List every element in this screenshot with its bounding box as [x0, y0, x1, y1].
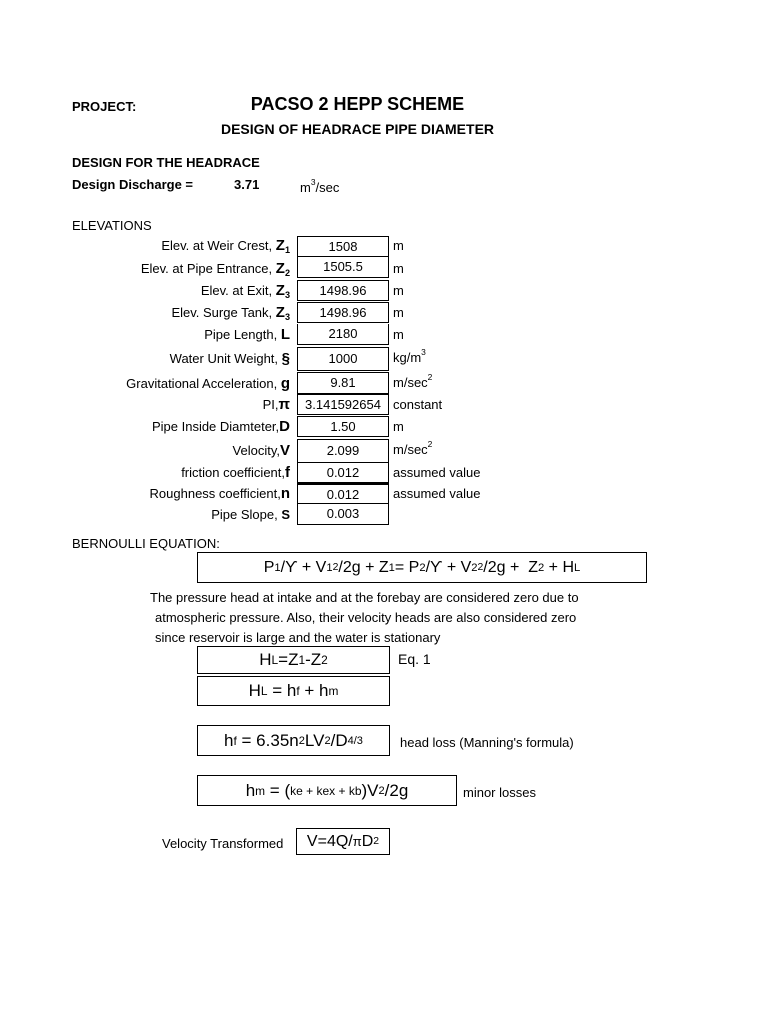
- project-label: PROJECT:: [72, 99, 137, 114]
- param-unit: m: [393, 261, 404, 276]
- param-unit: assumed value: [393, 465, 481, 480]
- param-value: 3.141592654: [297, 394, 389, 415]
- bernoulli-heading: BERNOULLI EQUATION:: [72, 536, 220, 551]
- eq3-label: head loss (Manning's formula): [400, 735, 574, 750]
- param-unit: m: [393, 305, 404, 320]
- param-value: 0.012: [297, 483, 389, 504]
- param-unit: m: [393, 327, 404, 342]
- page-subtitle: DESIGN OF HEADRACE PIPE DIAMETER: [220, 121, 495, 137]
- param-value: 1.50: [297, 416, 389, 437]
- bernoulli-note-line: The pressure head at intake and at the forebay are considered zero due to: [150, 590, 579, 605]
- param-unit: assumed value: [393, 486, 481, 501]
- param-label: Gravitational Acceleration, g: [126, 375, 290, 392]
- param-value: 1505.5: [297, 257, 389, 278]
- param-label: PI,π: [262, 396, 290, 413]
- param-value: 0.003: [297, 504, 389, 525]
- param-label: Pipe Slope, S: [211, 507, 290, 522]
- param-value: 1508: [297, 236, 389, 257]
- param-label: Pipe Inside Diamteter,D: [151, 418, 290, 435]
- param-label: Elev. at Exit, $Z_3$: [200, 282, 290, 300]
- param-unit: m: [393, 283, 404, 298]
- equation-minor-losses: h m = ( ke + kex + kb )V 2 /2g: [197, 775, 457, 806]
- eq4-label: minor losses: [463, 785, 536, 800]
- param-unit: $m/\sec^2$: [393, 439, 433, 457]
- design-heading: DESIGN FOR THE HEADRACE: [72, 155, 260, 170]
- param-unit: $kg/m^3$: [393, 347, 426, 365]
- param-value: 2.099: [297, 439, 389, 463]
- bernoulli-note-line: atmospheric pressure. Also, their velocity heads are also considered zero: [155, 610, 577, 625]
- param-label: Elev. at Weir Crest, $Z_1$: [161, 237, 290, 255]
- equation-head-loss-sum: H L = h f + h m: [197, 676, 390, 706]
- equation-head-loss-elevation: H L =Z 1 -Z 2: [197, 646, 390, 674]
- param-unit: $m/\sec^2$: [393, 372, 433, 390]
- param-label: Elev. Surge Tank, $Z_3$: [171, 304, 290, 322]
- param-label: friction coefficient,f: [181, 464, 290, 481]
- discharge-value: 3.71: [234, 177, 260, 192]
- param-unit: m: [393, 419, 404, 434]
- param-value: 2180: [297, 324, 389, 345]
- param-label: Roughness coefficient,n: [149, 485, 290, 502]
- param-value: 1000: [297, 347, 389, 371]
- param-value: 9.81: [297, 372, 389, 394]
- bernoulli-equation: P 1 /ϒ + V 1 2 /2g + Z 1 = P 2 /ϒ + V 2 2 /2g + Z 2 + H L: [197, 552, 647, 583]
- page-title: PACSO 2 HEPP SCHEME: [250, 94, 465, 114]
- param-unit: constant: [393, 397, 443, 412]
- param-value: 1498.96: [297, 280, 389, 301]
- velocity-transformed-label: Velocity Transformed: [162, 836, 284, 851]
- elevations-heading: ELEVATIONS: [72, 218, 152, 233]
- equation-friction-loss: h f = 6.35n 2 LV 2 /D 4/3: [197, 725, 390, 756]
- param-label: Velocity,V: [232, 442, 290, 459]
- param-value: 0.012: [297, 462, 389, 483]
- param-unit: m: [393, 238, 404, 253]
- equation-velocity: V=4Q/ π D 2: [296, 828, 390, 855]
- param-label: Pipe Length, L: [204, 326, 290, 343]
- param-label: Elev. at Pipe Entrance, $Z_2$: [140, 260, 290, 278]
- param-label: Water Unit Weight, §: [169, 350, 290, 367]
- discharge-label: Design Discharge =: [72, 177, 194, 192]
- eq1-label: Eq. 1: [398, 651, 431, 667]
- bernoulli-note-line: since reservoir is large and the water is stationary: [155, 630, 441, 645]
- discharge-unit: $m^3/\sec$: [300, 177, 340, 195]
- param-value: 1498.96: [297, 302, 389, 323]
